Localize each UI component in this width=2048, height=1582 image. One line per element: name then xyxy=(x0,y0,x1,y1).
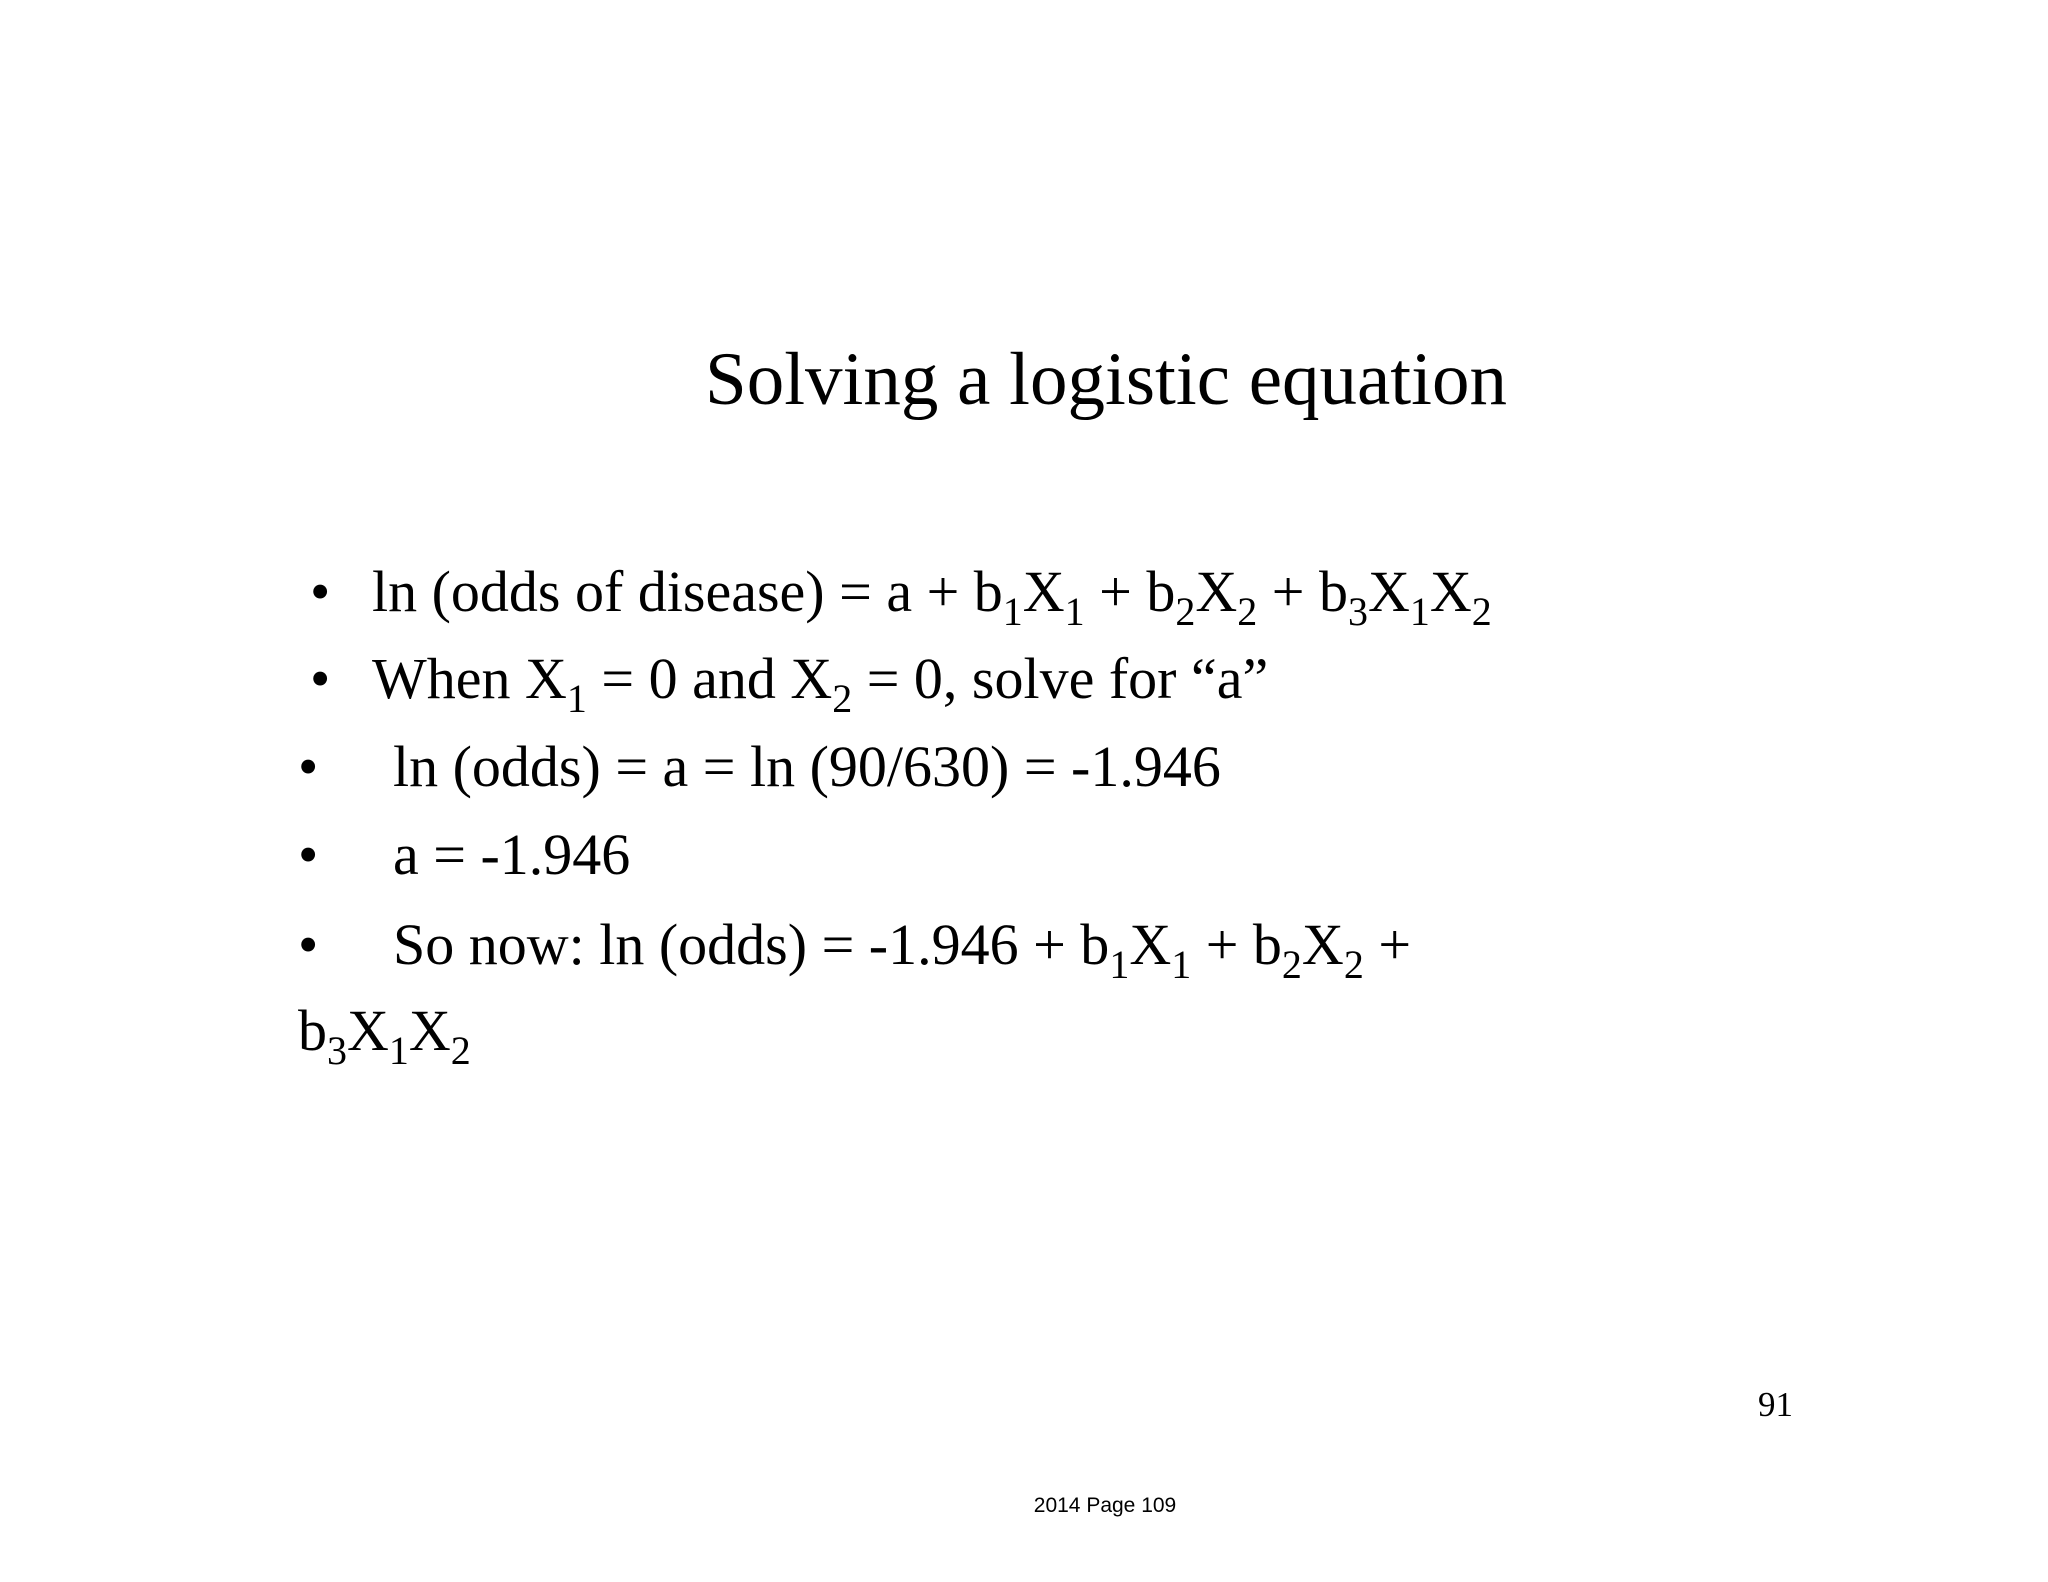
subscript: 2 xyxy=(1343,942,1364,987)
equation-text: b xyxy=(298,998,327,1063)
subscript: 2 xyxy=(1471,589,1492,634)
subscript: 1 xyxy=(566,676,587,721)
subscript: 1 xyxy=(388,1028,409,1073)
subscript: 2 xyxy=(1175,589,1196,634)
equation-text: + b xyxy=(1084,559,1176,624)
subscript: 1 xyxy=(1409,589,1430,634)
bullet-so-now xyxy=(298,910,1412,987)
condition-text: = 0 and X xyxy=(586,646,833,711)
equation-text: + xyxy=(1363,912,1412,977)
subscript: 2 xyxy=(1281,942,1302,987)
bullet-dot: • xyxy=(298,912,319,977)
bullet-text: a = -1.946 xyxy=(393,822,631,887)
bullet-dot: • xyxy=(310,646,331,711)
bullet-text: ln (odds) = a = ln (90/630) = -1.946 xyxy=(393,734,1221,799)
equation-text: X xyxy=(1429,559,1472,624)
bullet-when-condition xyxy=(310,644,1269,721)
subscript: 2 xyxy=(1237,589,1258,634)
condition-text: When X xyxy=(372,646,567,711)
subscript: 3 xyxy=(1348,589,1368,634)
bullet-ln-odds xyxy=(298,732,1221,802)
equation-text: + b xyxy=(1257,559,1348,624)
subscript: 1 xyxy=(1064,589,1085,634)
subscript: 2 xyxy=(832,676,853,721)
equation-text: X xyxy=(408,998,451,1063)
bullet-dot: • xyxy=(298,822,319,887)
slide-title: Solving a logistic equation xyxy=(704,338,1507,421)
subscript: 2 xyxy=(450,1028,471,1073)
subscript: 3 xyxy=(327,1028,347,1073)
bullet-logistic-equation xyxy=(310,557,1492,634)
equation-text: X xyxy=(1368,559,1410,624)
condition-text: = 0, solve for “a” xyxy=(852,646,1269,711)
equation-text: So now: ln (odds) = -1.946 + b xyxy=(393,912,1110,977)
page-footer: 2014 Page 109 xyxy=(1033,1494,1177,1517)
equation-text: X xyxy=(1022,559,1065,624)
equation-text: + b xyxy=(1191,912,1282,977)
equation-text: X xyxy=(347,998,389,1063)
equation-text: X xyxy=(1129,912,1172,977)
bullet-so-now-continuation xyxy=(298,996,471,1073)
equation-text: X xyxy=(1301,912,1344,977)
equation-text: X xyxy=(1195,559,1238,624)
subscript: 1 xyxy=(1171,942,1192,987)
subscript: 1 xyxy=(1002,589,1023,634)
bullet-dot: • xyxy=(298,734,319,799)
subscript: 1 xyxy=(1109,942,1130,987)
bullet-a-value xyxy=(298,820,630,890)
equation-text: ln (odds of disease) = a + b xyxy=(372,559,1003,624)
bullet-dot: • xyxy=(310,559,331,624)
slide-number: 91 xyxy=(1758,1385,1793,1424)
